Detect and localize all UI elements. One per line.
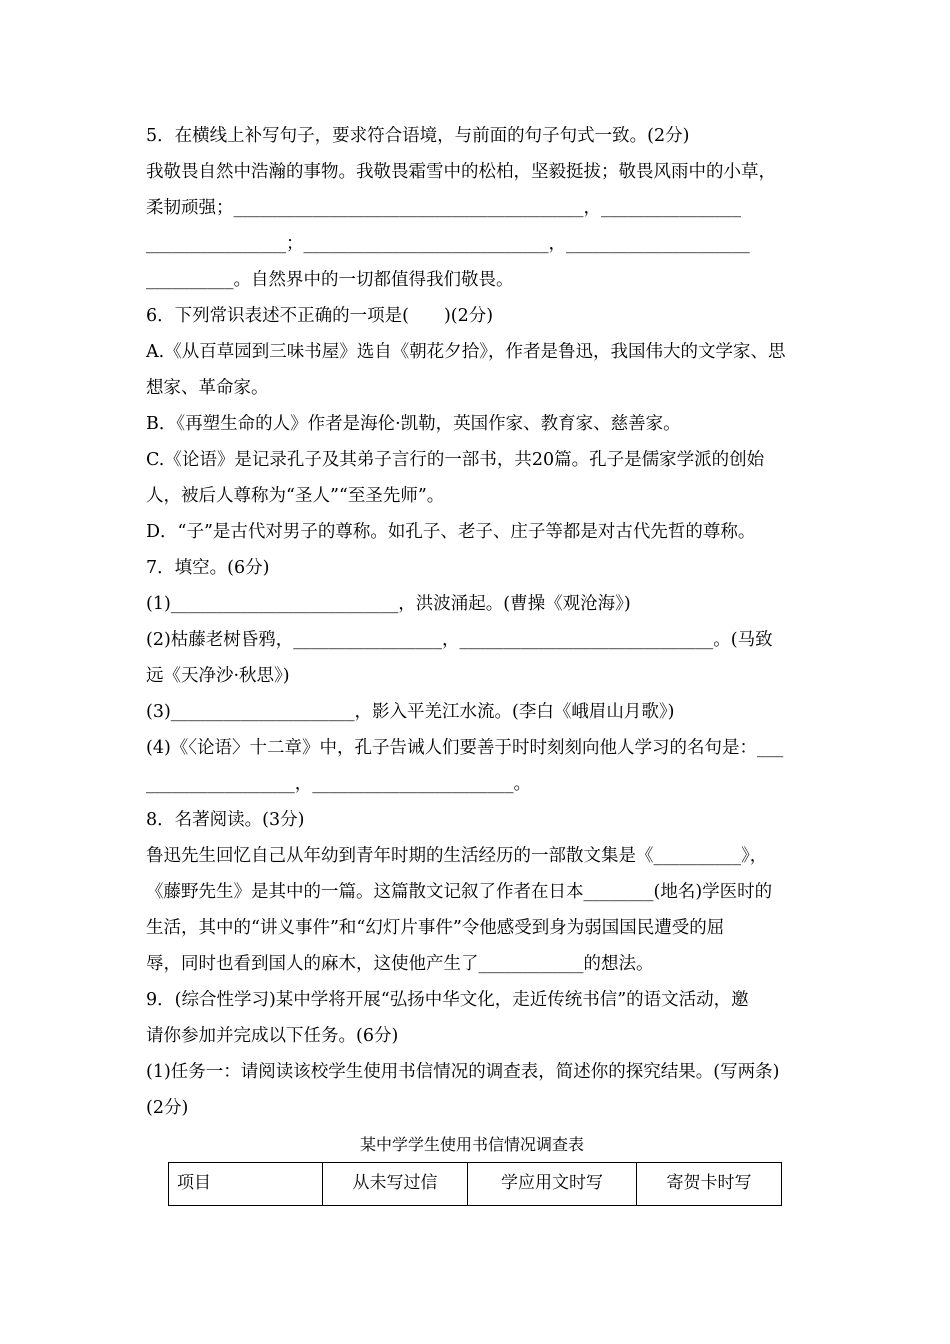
q8-text-line: 鲁迅先生回忆自己从年幼到青年时期的生活经历的一部散文集是《__________》， [146,846,768,866]
q5-blank-line: ________________；____________________________，_____________________ [146,234,750,254]
q7-item-2: (2)枯藤老树昏鸦，_________________，_____________________________。(马致 [146,630,773,650]
table-header-cell: 项目 [169,1163,323,1206]
table-header-row [169,1163,782,1206]
table-header-cell: 从未写过信 [323,1163,468,1206]
q8-text-line: 生活，其中的“讲义事件”和“幻灯片事件”令他感受到身为弱国国民遭受的屈 [146,918,725,938]
q7-item-1: (1)__________________________，洪波涌起。(曹操《观沧海》) [146,594,631,614]
table-caption: 某中学学生使用书信情况调查表 [359,1135,584,1154]
q6-option-a-cont: 想家、革命家。 [146,378,269,398]
q5-prompt: 5．在横线上补写句子，要求符合语境，与前面的句子句式一致。(2分) [146,126,690,146]
q9-task-1-points: (2分) [146,1098,189,1118]
table-header-cell: 学应用文时写 [467,1163,636,1206]
q6-option-c: C.《论语》是记录孔子及其弟子言行的一部书，共20篇。孔子是儒家学派的创始 [146,450,765,470]
q7-item-3: (3)_____________________，影入平羌江水流。(李白《峨眉山月歌》) [146,702,675,722]
q9-task-1: (1)任务一：请阅读该校学生使用书信情况的调查表，简述你的探究结果。(写两条) [146,1062,780,1082]
survey-table [168,1162,782,1206]
q5-blank-line: __________。自然界中的一切都值得我们敬畏。 [146,270,514,290]
exam-page [146,118,810,1160]
q7-prompt: 7．填空。(6分) [146,558,270,578]
q8-prompt: 8．名著阅读。(3分) [146,810,305,830]
q7-item-4: (4)《〈论语〉十二章》中，孔子告诫人们要善于时时刻刻向他人学习的名句是：___ [146,738,784,758]
q6-option-d: D．“子”是古代对男子的尊称。如孔子、老子、庄子等都是对古代先哲的尊称。 [146,522,756,542]
q8-text-line: 辱，同时也看到国人的麻木，这使他产生了____________的想法。 [146,954,654,974]
q9-prompt-cont: 请你参加并完成以下任务。(6分) [146,1026,399,1046]
table-header-cell: 寄贺卡时写 [637,1163,782,1206]
q6-option-c-cont: 人，被后人尊称为“圣人”“至圣先师”。 [146,486,445,506]
q9-prompt: 9．(综合性学习)某中学将开展“弘扬中华文化，走近传统书信”的语文活动，邀 [146,990,749,1010]
q5-text-line: 我敬畏自然中浩瀚的事物。我敬畏霜雪中的松柏，坚毅挺拔；敬畏风雨中的小草， [146,162,776,182]
q8-text-line: 《藤野先生》是其中的一篇。这篇散文记叙了作者在日本________(地名)学医时的 [146,882,773,902]
q5-blank-line: 柔韧顽强；________________________________________，________________ [146,198,741,218]
q6-option-a: A.《从百草园到三味书屋》选自《朝花夕拾》，作者是鲁迅，我国伟大的文学家、思 [146,342,786,362]
q7-item-4-cont: _________________，_______________________。 [146,774,531,794]
q6-option-b: B．《再塑生命的人》作者是海伦·凯勒，英国作家、教育家、慈善家。 [146,414,681,434]
q7-item-2-cont: 远《天净沙·秋思》) [146,666,290,686]
q6-prompt: 6．下列常识表述不正确的一项是( )(2分) [146,306,494,326]
